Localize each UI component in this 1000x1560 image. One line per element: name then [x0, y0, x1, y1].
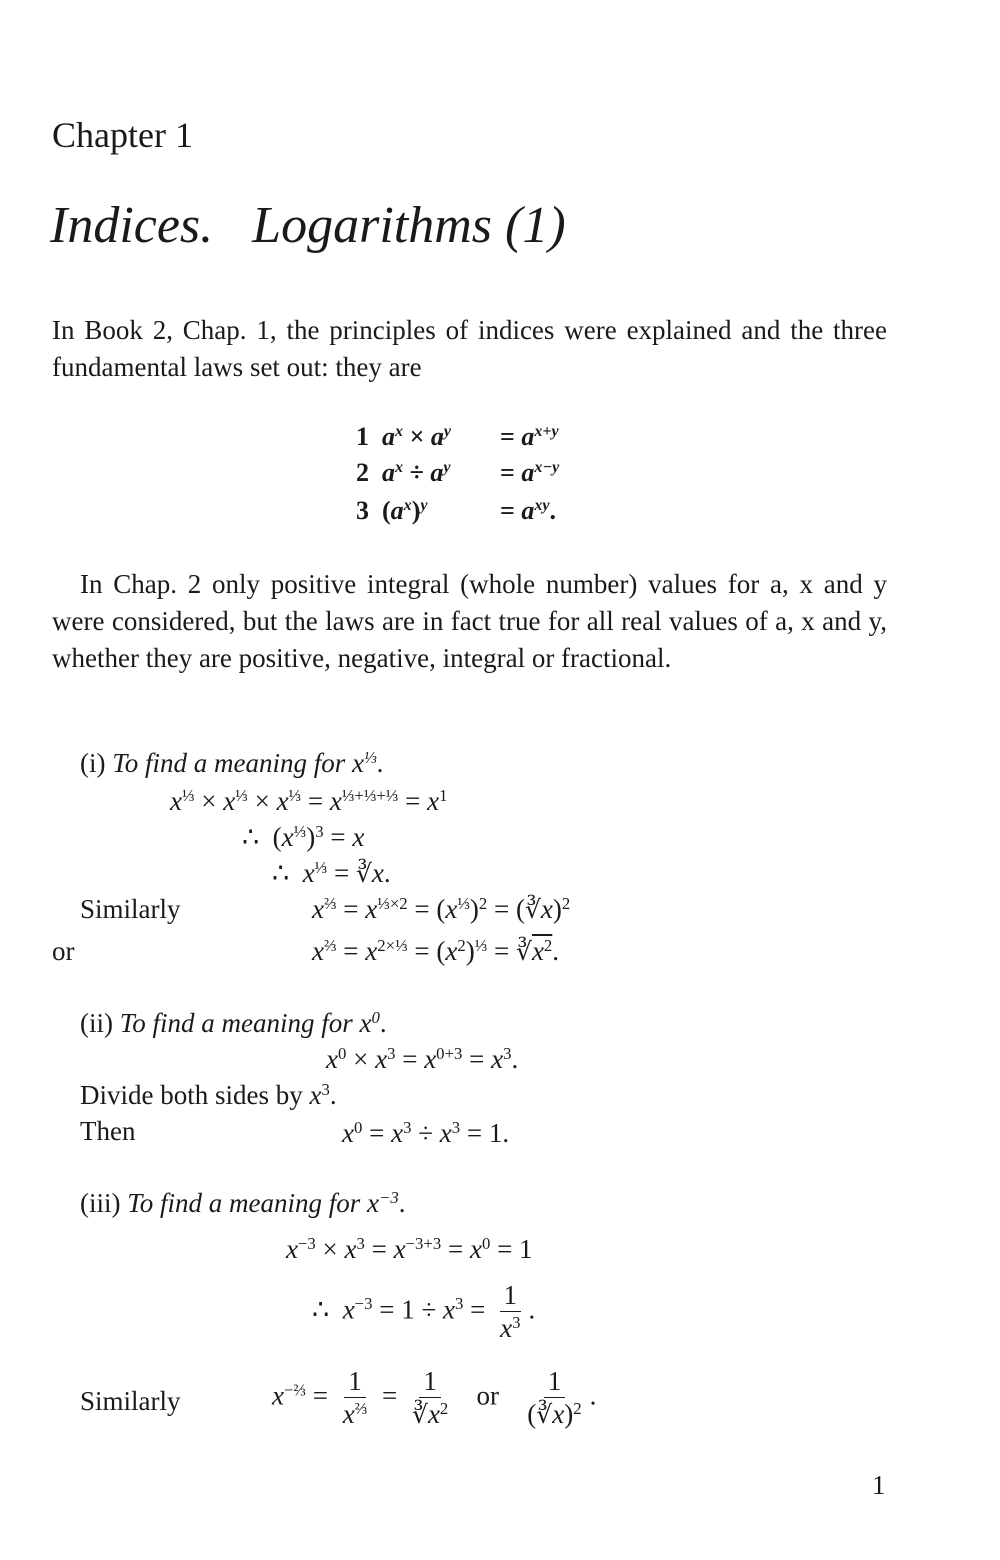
section-heading-text: To find a meaning for — [119, 1008, 353, 1038]
divide-line: Divide both sides by $x^3$. — [80, 1079, 337, 1110]
intro-paragraph — [52, 312, 887, 386]
law-2: 2 $a^x \div a^y$ = $a^{x-y}$ — [356, 458, 560, 487]
similarly-label-1: Similarly — [80, 894, 181, 924]
law-1: 1 $a^x \times a^y$ = $a^{x+y}$ — [356, 422, 559, 451]
law-number: 2 — [356, 458, 369, 487]
equation-iii-1: $x^{-3} \times x^3 = x^{-3+3} = x^0 = 1$ — [286, 1233, 533, 1264]
fraction: $\frac{1}{∛x^2}$ — [412, 1366, 449, 1430]
or-label: or — [52, 936, 75, 966]
law-3: 3 $(a^x)^y$ = $a^{xy}$. — [356, 496, 557, 525]
chapter-title: Indices. Logarithms (1) — [50, 197, 566, 254]
section-label: (iii) — [80, 1188, 121, 1218]
equation-i-2: ∴ $(x^{\frac{1}{3}})^3 = x$ — [242, 821, 365, 852]
equation-iii-2: ∴ $x^{-3} = 1 \div x^3$ = $\frac{1}{x^3}$ . — [312, 1280, 536, 1344]
chapter-label: Chapter 1 — [52, 115, 193, 155]
equation-iii-3: $x^{-\frac{2}{3}}$ = $\frac{1}{x^{\frac{2}{3}}}$ = $\frac{1}{∛x^2}$ or $\frac{1}{(∛x)^2}$ . — [272, 1366, 597, 1430]
law-number: 3 — [356, 496, 369, 525]
equation-i-3: ∴ $x^{\frac{1}{3}}$ = ∛x. — [272, 857, 391, 888]
fraction: $\frac{1}{x^3}$ — [500, 1280, 521, 1344]
section-heading-text: To find a meaning for — [112, 748, 346, 778]
law-number: 1 — [356, 422, 369, 451]
paragraph-2 — [52, 566, 887, 677]
equation-i-5: $x^{\frac{2}{3}} = x^{2\times\frac{1}{3}} = (x^2)^{\frac{1}{3}}$ = $∛x^2$. — [312, 935, 560, 966]
equation-ii-1: $x^0 \times x^3 = x^{0+3} = x^3$. — [326, 1043, 519, 1074]
equation-i-4: $x^{\frac{2}{3}} = x^{\frac{1}{3}\times 2} = (x^{\frac{1}{3}})^2$ = (∛x)$^2$ — [312, 893, 571, 924]
page-number: 1 — [872, 1470, 886, 1500]
fraction: $\frac{1}{x^{\frac{2}{3}}}$ — [342, 1366, 368, 1430]
section-heading-text: To find a meaning for — [127, 1188, 361, 1218]
paragraph-2-text: In Chap. 2 only positive integral (whole number) values for a, x and y were considered, but the laws are in fact true for all real values of a, x and y, whether they are positive, negative, integral or fractional. — [52, 569, 887, 673]
similarly-label-2: Similarly — [80, 1386, 181, 1416]
equation-i-1: $x^{\frac{1}{3}} \times x^{\frac{1}{3}} \times x^{\frac{1}{3}} = x^{\frac{1}{3}+\frac{1}{3}+\frac{1}{3}} = x^1$ — [170, 785, 448, 816]
section-i-heading: (i) To find a meaning for $x^{\frac{1}{3}}$. — [80, 747, 384, 778]
section-ii-heading: (ii) To find a meaning for $x^0$. — [80, 1007, 387, 1038]
divide-label: Divide both sides by — [80, 1080, 303, 1110]
section-label: (ii) — [80, 1008, 113, 1038]
fraction: $\frac{1}{(∛x)^2}$ — [527, 1366, 582, 1430]
equation-ii-2: $x^0 = x^3 \div x^3 = 1$. — [342, 1117, 510, 1148]
intro-text: In Book 2, Chap. 1, the principles of indices were explained and the three fundamental laws set out: they are — [52, 315, 887, 382]
then-label: Then — [80, 1116, 136, 1146]
section-iii-heading: (iii) To find a meaning for $x^{-3}$. — [80, 1187, 406, 1218]
section-label: (i) — [80, 748, 106, 778]
